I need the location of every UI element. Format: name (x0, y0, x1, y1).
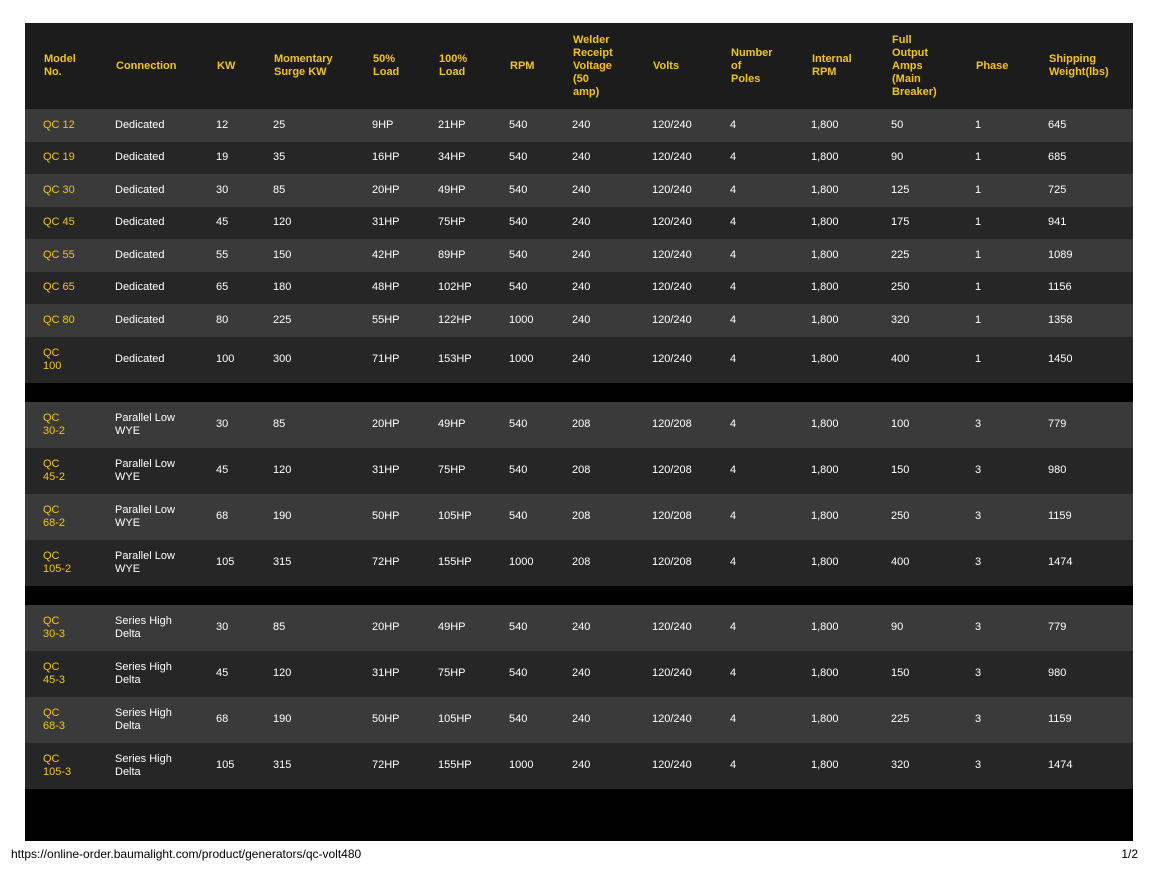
table-cell: 89HP (438, 248, 466, 261)
table-cell: 31HP (372, 667, 400, 679)
header-model-no: Model No. (44, 53, 76, 78)
table-cell: 102HP (438, 281, 472, 294)
table-cell: 1000 (509, 556, 534, 568)
header-shipping-weight: Shipping Weight(lbs) (1049, 53, 1109, 78)
table-row (25, 697, 1133, 743)
table-cell: Dedicated (115, 313, 165, 326)
table-cell: 49HP (438, 183, 466, 196)
table-cell: 45 (216, 667, 229, 679)
table-cell: 85 (273, 418, 286, 430)
table-cell: 980 (1048, 667, 1067, 679)
table-cell: 49HP (438, 621, 466, 633)
table-cell: 85 (273, 621, 286, 633)
table-cell: 153HP (438, 353, 472, 365)
header-internal-rpm: Internal RPM (812, 53, 852, 78)
table-cell: 3 (975, 556, 982, 568)
table-cell: 120/240 (652, 248, 692, 261)
table-cell: 55HP (372, 313, 400, 326)
table-cell: 240 (572, 216, 591, 229)
table-row (25, 402, 1133, 448)
table-cell: 4 (730, 353, 737, 365)
table-cell: 31HP (372, 464, 400, 476)
table-cell: 208 (572, 510, 591, 522)
table-cell: 1000 (509, 353, 534, 365)
table-cell: 105 (216, 759, 235, 771)
table-cell: 120/240 (652, 183, 692, 196)
table-cell: 4 (730, 713, 737, 725)
table-cell: 250 (891, 281, 910, 294)
table-cell: 45 (216, 464, 229, 476)
table-cell: 1358 (1048, 313, 1073, 326)
model-number-cell: QC 105-3 (43, 752, 72, 778)
table-cell: 120/240 (652, 759, 692, 771)
header-row (25, 23, 1133, 109)
table-cell: 3 (975, 621, 982, 633)
table-cell: 175 (891, 216, 910, 229)
table-cell: 120/240 (652, 118, 692, 131)
table-cell: 240 (572, 118, 591, 131)
table-cell: 1 (975, 248, 982, 261)
table-cell: 4 (730, 118, 737, 131)
table-cell: 120 (273, 667, 292, 679)
separator-cell (25, 586, 1133, 605)
table-cell: 4 (730, 759, 737, 771)
table-row (25, 540, 1133, 586)
table-cell: 320 (891, 313, 910, 326)
table-cell: 1000 (509, 759, 534, 771)
table-cell: 100 (891, 418, 910, 430)
table-row (25, 605, 1133, 651)
table-cell: 120/240 (652, 353, 692, 365)
table-cell: 55 (216, 248, 229, 261)
table-cell: Parallel Low WYE (115, 411, 175, 437)
table-cell: 120/208 (652, 464, 692, 476)
table-row (25, 239, 1133, 272)
model-number-cell: QC 105-2 (43, 549, 72, 575)
table-cell: 540 (509, 151, 528, 164)
table-cell: 208 (572, 418, 591, 430)
table-cell: 30 (216, 621, 229, 633)
group-separator (25, 586, 1133, 605)
table-cell: 1159 (1048, 510, 1072, 522)
table-cell: Dedicated (115, 281, 165, 294)
table-cell: 1,800 (811, 248, 839, 261)
header-kw: KW (217, 59, 236, 72)
table-cell: 540 (509, 183, 528, 196)
table-cell: 1,800 (811, 464, 839, 476)
table-cell: 3 (975, 464, 982, 476)
table-cell: 1,800 (811, 667, 839, 679)
table-cell: 80 (216, 313, 229, 326)
table-cell: 68 (216, 713, 229, 725)
table-row (25, 142, 1133, 175)
footer-url: https://online-order.baumalight.com/product/generators/qc-volt480 (11, 847, 362, 861)
table-cell: 1450 (1048, 353, 1073, 365)
table-cell: 1 (975, 118, 982, 131)
table-cell: 3 (975, 667, 982, 679)
table-cell: Dedicated (115, 216, 165, 229)
model-number-cell: QC 30 (43, 183, 75, 196)
table-cell: Dedicated (115, 248, 165, 261)
table-cell: 725 (1048, 183, 1067, 196)
table-cell: 21HP (438, 118, 466, 131)
table-cell: 4 (730, 464, 737, 476)
table-cell: 155HP (438, 759, 472, 771)
table-cell: Series High Delta (115, 752, 172, 778)
table-row (25, 174, 1133, 207)
table-cell: 100 (216, 353, 235, 365)
model-number-cell: QC 30-2 (43, 411, 66, 437)
table-cell: 1,800 (811, 353, 839, 365)
header-volts: Volts (653, 59, 680, 72)
table-cell: Dedicated (115, 353, 165, 365)
table-cell: 1089 (1048, 248, 1073, 261)
table-cell: 4 (730, 313, 737, 326)
table-cell: 150 (891, 667, 910, 679)
table-cell: 3 (975, 713, 982, 725)
table-cell: 4 (730, 216, 737, 229)
table-cell: 779 (1048, 621, 1067, 633)
table-cell: 1474 (1048, 759, 1073, 771)
table-cell: 4 (730, 248, 737, 261)
table-cell: 980 (1048, 464, 1067, 476)
table-cell: Dedicated (115, 151, 165, 164)
table-row (25, 337, 1133, 383)
model-number-cell: QC 19 (43, 151, 75, 164)
table-cell: 190 (273, 713, 292, 725)
table-cell: 20HP (372, 621, 400, 633)
table-cell: 105 (216, 556, 235, 568)
table-cell: Series High Delta (115, 706, 172, 732)
model-number-cell: QC 45-2 (43, 457, 66, 483)
table-row (25, 109, 1133, 142)
header-50-load: 50% Load (373, 53, 400, 78)
table-cell: 150 (273, 248, 292, 261)
table-cell: 1,800 (811, 621, 839, 633)
table-cell: 1,800 (811, 281, 839, 294)
table-cell: 48HP (372, 281, 400, 294)
table-cell: Series High Delta (115, 614, 172, 640)
table-cell: 16HP (372, 151, 400, 164)
table-cell: 1159 (1048, 713, 1072, 725)
header-number-of-poles: Number of Poles (731, 46, 773, 85)
table-cell: 540 (509, 510, 528, 522)
table-cell: 225 (891, 713, 910, 725)
header-full-output-amps: Full Output Amps (Main Breaker) (892, 33, 937, 98)
table-cell: 1,800 (811, 183, 839, 196)
table-cell: 105HP (438, 713, 472, 725)
table-cell: 34HP (438, 151, 466, 164)
table-cell: Parallel Low WYE (115, 457, 175, 483)
table-cell: 779 (1048, 418, 1067, 430)
table-cell: 120/240 (652, 621, 692, 633)
table-cell: 90 (891, 151, 904, 164)
separator-cell (25, 383, 1133, 402)
table-cell: 540 (509, 667, 528, 679)
table-cell: 72HP (372, 759, 400, 771)
table-cell: 120/240 (652, 281, 692, 294)
table-cell: 240 (572, 281, 591, 294)
table-cell: 4 (730, 281, 737, 294)
table-cell: 120/240 (652, 713, 692, 725)
table-cell: 400 (891, 353, 910, 365)
table-cell: 180 (273, 281, 292, 294)
table-cell: 540 (509, 464, 528, 476)
table-cell: 120 (273, 216, 292, 229)
group-separator (25, 383, 1133, 402)
table-cell: 35 (273, 151, 286, 164)
table-cell: 540 (509, 281, 528, 294)
table-cell: 1,800 (811, 510, 839, 522)
table-cell: 540 (509, 713, 528, 725)
header-rpm: RPM (510, 59, 535, 72)
table-cell: 1 (975, 353, 982, 365)
generator-spec-table (25, 23, 1133, 789)
header-100-load: 100% Load (439, 53, 468, 78)
table-cell: Dedicated (115, 183, 165, 196)
footer-page-number: 1/2 (1121, 847, 1138, 861)
model-number-cell: QC 100 (43, 346, 62, 372)
table-cell: 540 (509, 418, 528, 430)
table-cell: 240 (572, 151, 591, 164)
table-cell: 9HP (372, 118, 394, 131)
table-cell: 120 (273, 464, 292, 476)
table-cell: 75HP (438, 464, 466, 476)
header-welder-voltage: Welder Receipt Voltage (50 amp) (573, 33, 613, 98)
table-cell: 1,800 (811, 216, 839, 229)
table-cell: 400 (891, 556, 910, 568)
table-cell: 120/240 (652, 151, 692, 164)
table-cell: 645 (1048, 118, 1067, 131)
table-cell: Dedicated (115, 118, 165, 131)
table-cell: 208 (572, 556, 591, 568)
table-cell: 50 (891, 118, 904, 131)
model-number-cell: QC 45 (43, 216, 75, 229)
table-cell: 1 (975, 281, 982, 294)
table-cell: 315 (273, 759, 292, 771)
table-cell: 3 (975, 510, 982, 522)
table-cell: 42HP (372, 248, 400, 261)
table-cell: 4 (730, 556, 737, 568)
table-cell: 1,800 (811, 713, 839, 725)
table-cell: 315 (273, 556, 292, 568)
table-cell: 1,800 (811, 759, 839, 771)
model-number-cell: QC 55 (43, 248, 75, 261)
table-row (25, 651, 1133, 697)
table-cell: 25 (273, 118, 286, 131)
table-cell: Series High Delta (115, 660, 172, 686)
table-cell: 19 (216, 151, 229, 164)
table-cell: 4 (730, 621, 737, 633)
table-cell: 240 (572, 621, 591, 633)
table-cell: 240 (572, 713, 591, 725)
table-cell: 85 (273, 183, 286, 196)
table-cell: Parallel Low WYE (115, 549, 175, 575)
table-cell: 65 (216, 281, 229, 294)
table-cell: 3 (975, 759, 982, 771)
header-connection: Connection (116, 59, 177, 72)
model-number-cell: QC 12 (43, 118, 75, 131)
table-cell: 31HP (372, 216, 400, 229)
model-number-cell: QC 30-3 (43, 614, 66, 640)
table-cell: 50HP (372, 510, 400, 522)
table-cell: 120/208 (652, 418, 692, 430)
table-cell: 540 (509, 216, 528, 229)
table-cell: Parallel Low WYE (115, 503, 175, 529)
table-cell: 1,800 (811, 313, 839, 326)
table-cell: 150 (891, 464, 910, 476)
header-momentary-surge-kw: Momentary Surge KW (274, 53, 333, 78)
table-cell: 30 (216, 418, 229, 430)
table-cell: 240 (572, 313, 591, 326)
table-cell: 120/240 (652, 216, 692, 229)
table-cell: 240 (572, 183, 591, 196)
table-cell: 125 (891, 183, 910, 196)
table-cell: 4 (730, 151, 737, 164)
table-cell: 30 (216, 183, 229, 196)
table-cell: 49HP (438, 418, 466, 430)
table-cell: 320 (891, 759, 910, 771)
model-number-cell: QC 45-3 (43, 660, 66, 686)
table-cell: 4 (730, 418, 737, 430)
table-cell: 1 (975, 313, 982, 326)
table-row (25, 494, 1133, 540)
model-number-cell: QC 68-3 (43, 706, 66, 732)
table-cell: 240 (572, 353, 591, 365)
table-cell: 685 (1048, 151, 1067, 164)
table-cell: 4 (730, 183, 737, 196)
table-cell: 71HP (372, 353, 400, 365)
table-cell: 1 (975, 151, 982, 164)
table-cell: 1156 (1048, 281, 1072, 294)
table-cell: 120/208 (652, 556, 692, 568)
table-cell: 20HP (372, 183, 400, 196)
model-number-cell: QC 80 (43, 313, 75, 326)
model-number-cell: QC 65 (43, 281, 75, 294)
table-row (25, 743, 1133, 789)
table-cell: 120/240 (652, 667, 692, 679)
header-phase: Phase (976, 59, 1009, 72)
table-row (25, 272, 1133, 305)
table-cell: 1474 (1048, 556, 1073, 568)
table-cell: 240 (572, 248, 591, 261)
model-number-cell: QC 68-2 (43, 503, 66, 529)
table-cell: 250 (891, 510, 910, 522)
table-cell: 4 (730, 510, 737, 522)
table-cell: 941 (1048, 216, 1067, 229)
table-cell: 68 (216, 510, 229, 522)
table-cell: 1,800 (811, 556, 839, 568)
table-cell: 120/208 (652, 510, 692, 522)
table-cell: 240 (572, 759, 591, 771)
table-cell: 45 (216, 216, 229, 229)
table-cell: 540 (509, 248, 528, 261)
table-row (25, 448, 1133, 494)
table-cell: 1 (975, 216, 982, 229)
table-cell: 1,800 (811, 151, 839, 164)
table-cell: 50HP (372, 713, 400, 725)
table-cell: 12 (216, 118, 229, 131)
table-cell: 190 (273, 510, 292, 522)
table-row (25, 304, 1133, 337)
table-cell: 240 (572, 667, 591, 679)
table-row (25, 207, 1133, 240)
table-cell: 155HP (438, 556, 472, 568)
table-header (25, 23, 1133, 109)
spec-sheet (25, 23, 1133, 841)
table-cell: 3 (975, 418, 982, 430)
table-cell: 72HP (372, 556, 400, 568)
table-cell: 75HP (438, 216, 466, 229)
table-cell: 1 (975, 183, 982, 196)
table-cell: 208 (572, 464, 591, 476)
table-cell: 1,800 (811, 418, 839, 430)
table-cell: 225 (891, 248, 910, 261)
table-cell: 105HP (438, 510, 472, 522)
table-cell: 90 (891, 621, 904, 633)
table-cell: 122HP (438, 313, 472, 326)
table-body (25, 109, 1133, 789)
table-cell: 540 (509, 621, 528, 633)
table-cell: 540 (509, 118, 528, 131)
table-cell: 1000 (509, 313, 534, 326)
table-cell: 1,800 (811, 118, 839, 131)
table-cell: 225 (273, 313, 292, 326)
table-cell: 300 (273, 353, 292, 365)
table-cell: 120/240 (652, 313, 692, 326)
table-cell: 20HP (372, 418, 400, 430)
table-cell: 75HP (438, 667, 466, 679)
table-cell: 4 (730, 667, 737, 679)
